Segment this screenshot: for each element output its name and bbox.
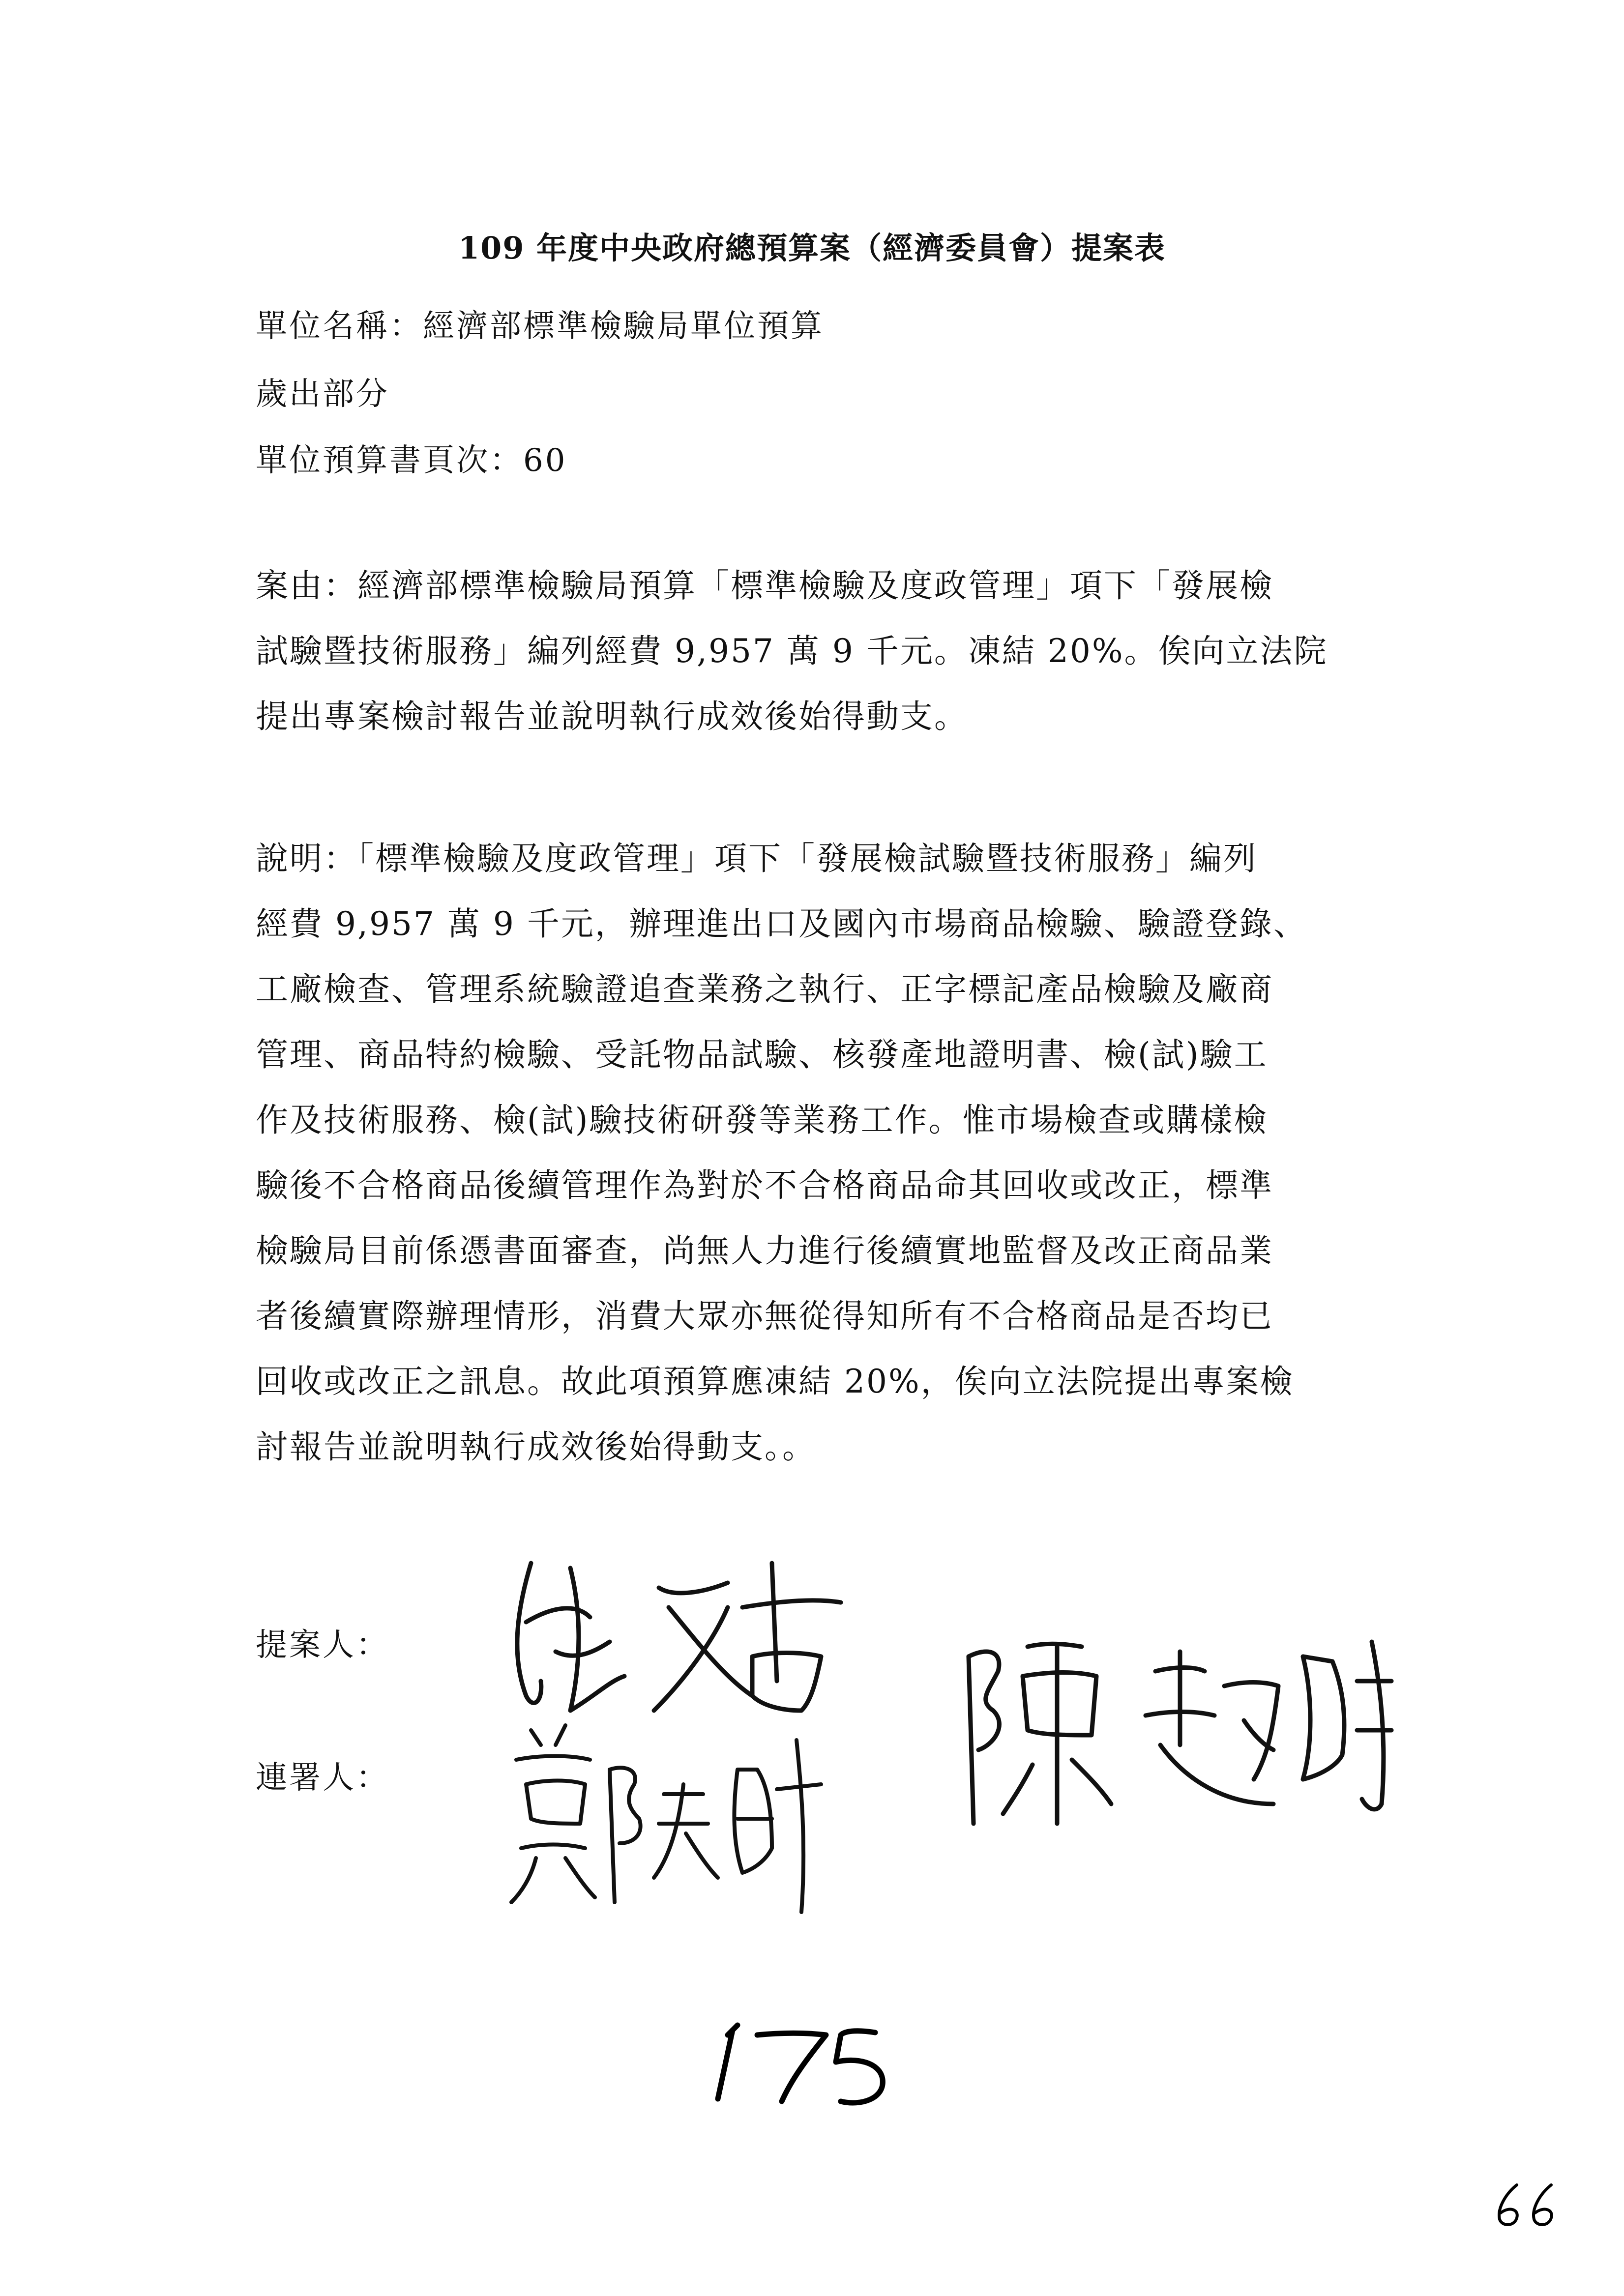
motion-paragraph	[256, 553, 1406, 749]
explanation-line: 作及技術服務、檢(試)驗技術研發等業務工作。惟市場檢查或購樣檢	[256, 1101, 1268, 1139]
budget-page-ref: 單位預算書頁次：60	[256, 442, 567, 479]
motion-line: 案由：經濟部標準檢驗局預算「標準檢驗及度政管理」項下「發展檢	[256, 567, 1273, 605]
explanation-paragraph	[256, 826, 1406, 1480]
budget-section: 歲出部分	[256, 376, 389, 412]
explanation-line: 檢驗局目前係憑書面審查，尚無人力進行後續實地監督及改正商品業	[256, 1232, 1273, 1270]
motion-line: 試驗暨技術服務」編列經費 9,957 萬 9 千元。凍結 20%。俟向立法院	[256, 632, 1328, 670]
handwritten-number	[698, 2015, 905, 2114]
document-title: 109 年度中央政府總預算案（經濟委員會）提案表	[458, 230, 1166, 266]
explanation-line: 驗後不合格商品後續管理作為對於不合格商品命其回收或改正，標準	[256, 1166, 1273, 1204]
page-number	[1490, 2178, 1564, 2232]
motion-line: 提出專案檢討報告並說明執行成效後始得動支。	[256, 698, 968, 735]
explanation-line: 管理、商品特約檢驗、受託物品試驗、核發產地證明書、檢(試)驗工	[256, 1036, 1268, 1074]
cosigner-signature-1	[949, 1617, 1416, 1853]
explanation-line: 者後續實際辦理情形，消費大眾亦無從得知所有不合格商品是否均已	[256, 1297, 1273, 1335]
unit-name: 單位名稱：經濟部標準檢驗局單位預算	[256, 308, 824, 345]
explanation-line: 說明：「標準檢驗及度政管理」項下「發展檢試驗暨技術服務」編列	[256, 840, 1257, 877]
explanation-line: 討報告並說明執行成效後始得動支。。	[256, 1428, 816, 1466]
cosigner-signature-2	[492, 1711, 836, 1917]
explanation-line: 工廠檢查、管理系統驗證追查業務之執行、正字標記產品檢驗及廠商	[256, 970, 1273, 1008]
cosigner-label: 連署人：	[256, 1760, 389, 1796]
explanation-line: 回收或改正之訊息。故此項預算應凍結 20%，俟向立法院提出專案檢	[256, 1363, 1294, 1400]
proposer-label: 提案人：	[256, 1627, 389, 1663]
explanation-line: 經費 9,957 萬 9 千元，辦理進出口及國內市場商品檢驗、驗證登錄、	[256, 905, 1307, 943]
